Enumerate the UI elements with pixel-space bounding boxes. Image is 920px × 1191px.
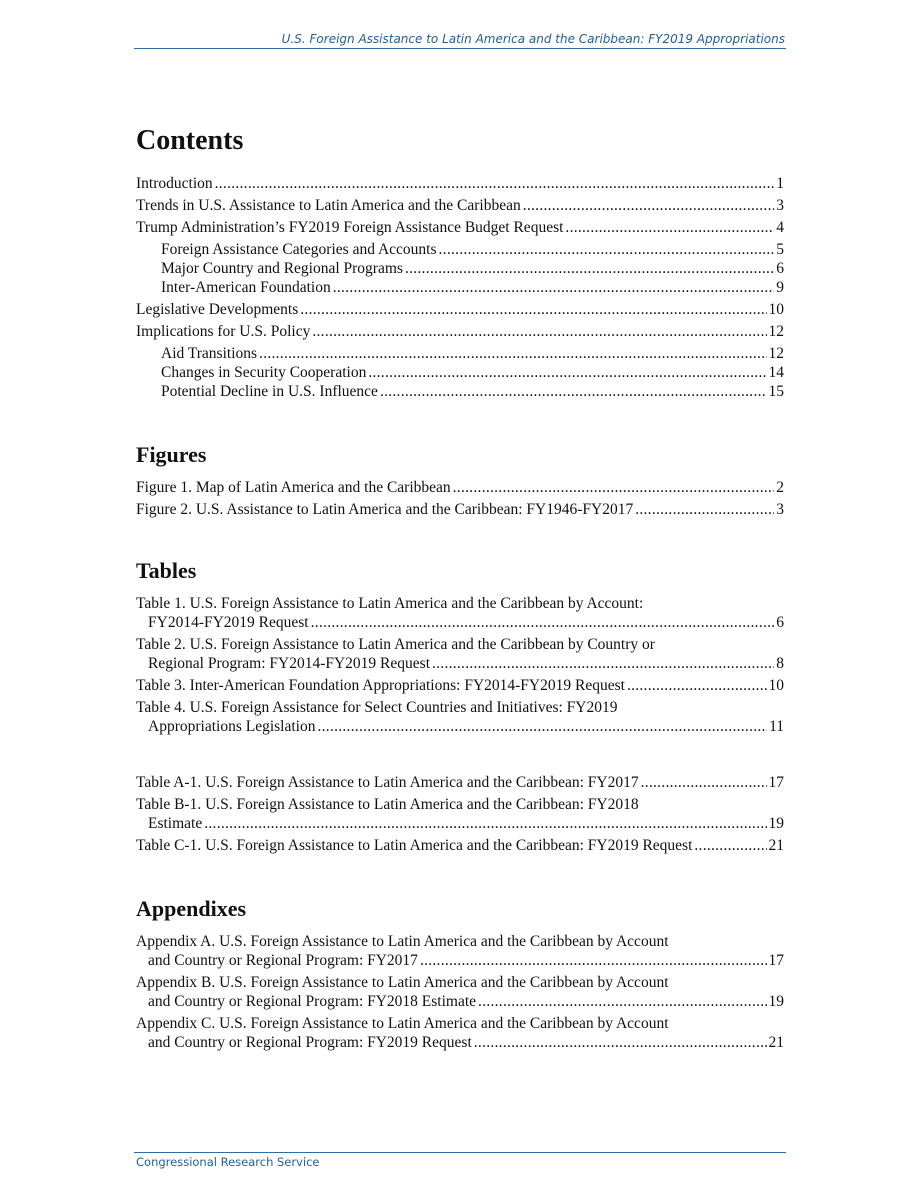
- table-entry[interactable]: [136, 795, 784, 833]
- toc-entry-text: Trends in U.S. Assistance to Latin America and the Caribbean: [136, 197, 521, 214]
- appendix-entry-line1: Appendix B. U.S. Foreign Assistance to Latin America and the Caribbean by Account: [136, 974, 669, 991]
- toc-entry-text: Major Country and Regional Programs: [161, 260, 403, 277]
- table-entry-page: 6: [776, 614, 784, 631]
- header-title: U.S. Foreign Assistance to Latin America and the Caribbean: FY2019 Appropriations: [281, 32, 785, 46]
- leader-dots: [565, 218, 774, 237]
- leader-dots: [300, 300, 766, 319]
- figure-entry-page: 2: [776, 479, 784, 496]
- footer-rule: [134, 1152, 786, 1153]
- toc-subentry[interactable]: [136, 363, 784, 382]
- running-header: [134, 32, 786, 49]
- figure-entry-text: Figure 2. U.S. Assistance to Latin America and the Caribbean: FY1946-FY2017: [136, 501, 634, 518]
- table-entry[interactable]: [136, 635, 784, 673]
- leader-dots: [478, 992, 766, 1011]
- toc-entry-page: 9: [776, 279, 784, 296]
- toc-entry-page: 1: [776, 175, 784, 192]
- table-entry-text: Table C-1. U.S. Foreign Assistance to Latin America and the Caribbean: FY2019 Request: [136, 837, 693, 854]
- appendix-entry-page: 17: [768, 952, 784, 969]
- toc-entry[interactable]: [136, 196, 784, 215]
- toc-entry-text: Inter-American Foundation: [161, 279, 331, 296]
- table-entry-text: Regional Program: FY2014-FY2019 Request: [148, 655, 430, 672]
- table-entry-text: Table A-1. U.S. Foreign Assistance to Latin America and the Caribbean: FY2017: [136, 774, 639, 791]
- figure-entry[interactable]: [136, 500, 784, 519]
- toc-entry-text: Potential Decline in U.S. Influence: [161, 383, 378, 400]
- toc-entry-text: Legislative Developments: [136, 301, 299, 318]
- appendixes-list: [136, 932, 784, 1052]
- leader-dots: [312, 322, 766, 341]
- toc-subentry[interactable]: [136, 278, 784, 297]
- table-entry-text: Table 3. Inter-American Foundation Appropriations: FY2014-FY2019 Request: [136, 677, 625, 694]
- table-entry-page: 19: [768, 815, 784, 832]
- table-entry-page: 11: [769, 718, 784, 735]
- tables-list: [136, 594, 784, 855]
- toc-subentry[interactable]: [136, 344, 784, 363]
- table-entry[interactable]: [136, 836, 784, 855]
- appendix-entry-page: 19: [768, 993, 784, 1010]
- table-entry-page: 10: [768, 677, 784, 694]
- toc-entry-page: 3: [776, 197, 784, 214]
- toc-entry[interactable]: [136, 218, 784, 237]
- table-entry[interactable]: [136, 698, 784, 736]
- leader-dots: [333, 278, 775, 297]
- leader-dots: [453, 478, 775, 497]
- leader-dots: [694, 836, 766, 855]
- table-entry-line1: Table 2. U.S. Foreign Assistance to Latin America and the Caribbean by Country or: [136, 636, 655, 653]
- leader-dots: [641, 773, 767, 792]
- toc-entry-page: 5: [776, 241, 784, 258]
- appendix-entry-text: and Country or Regional Program: FY2018 Estimate: [148, 993, 477, 1010]
- toc-entry-text: Changes in Security Cooperation: [161, 364, 367, 381]
- appendix-entry-line1: Appendix C. U.S. Foreign Assistance to Latin America and the Caribbean by Account: [136, 1015, 669, 1032]
- leader-dots: [420, 951, 767, 970]
- table-entry-text: FY2014-FY2019 Request: [148, 614, 309, 631]
- toc-entry[interactable]: [136, 322, 784, 341]
- footer-text: Congressional Research Service: [136, 1155, 320, 1169]
- leader-dots: [311, 613, 775, 632]
- toc-entry-page: 10: [768, 301, 784, 318]
- leader-dots: [439, 240, 775, 259]
- table-entry-line1: Table 1. U.S. Foreign Assistance to Latin America and the Caribbean by Account:: [136, 595, 644, 612]
- toc-entry-page: 12: [768, 323, 784, 340]
- table-entry-line1: Table 4. U.S. Foreign Assistance for Select Countries and Initiatives: FY2019: [136, 699, 618, 716]
- leader-dots: [635, 500, 774, 519]
- toc-entry[interactable]: [136, 174, 784, 193]
- table-entry-text: Appropriations Legislation: [148, 718, 316, 735]
- leader-dots: [215, 174, 775, 193]
- appendix-entry[interactable]: [136, 973, 784, 1011]
- table-entry-text: Estimate: [148, 815, 203, 832]
- figure-entry[interactable]: [136, 478, 784, 497]
- appendixes-heading: Appendixes: [136, 896, 247, 921]
- toc-subentry[interactable]: [136, 240, 784, 259]
- table-entry[interactable]: [136, 676, 784, 695]
- table-entry-page: 8: [776, 655, 784, 672]
- toc-entry-page: 14: [768, 364, 784, 381]
- leader-dots: [204, 814, 766, 833]
- toc-entry-page: 12: [768, 345, 784, 362]
- figure-entry-text: Figure 1. Map of Latin America and the Caribbean: [136, 479, 451, 496]
- toc-subentry[interactable]: [136, 382, 784, 401]
- toc-entry-text: Trump Administration’s FY2019 Foreign Assistance Budget Request: [136, 219, 564, 236]
- leader-dots: [368, 363, 766, 382]
- toc-entry-page: 4: [776, 219, 784, 236]
- leader-dots: [474, 1033, 767, 1052]
- appendix-entry-text: and Country or Regional Program: FY2017: [148, 952, 418, 969]
- contents-heading: Contents: [136, 125, 244, 156]
- leader-dots: [259, 344, 766, 363]
- toc-entry-page: 6: [776, 260, 784, 277]
- leader-dots: [380, 382, 767, 401]
- leader-dots: [523, 196, 775, 215]
- toc-entry-text: Implications for U.S. Policy: [136, 323, 311, 340]
- table-entry-line1: Table B-1. U.S. Foreign Assistance to Latin America and the Caribbean: FY2018: [136, 796, 639, 813]
- appendix-entry-line1: Appendix A. U.S. Foreign Assistance to Latin America and the Caribbean by Account: [136, 933, 669, 950]
- toc-subentry[interactable]: [136, 259, 784, 278]
- leader-dots: [432, 654, 774, 673]
- figures-list: [136, 478, 784, 519]
- tables-heading: Tables: [136, 558, 197, 583]
- figure-entry-page: 3: [776, 501, 784, 518]
- toc-entry[interactable]: [136, 300, 784, 319]
- toc-entry-page: 15: [768, 383, 784, 400]
- table-entry-page: 17: [768, 774, 784, 791]
- appendix-entry-text: and Country or Regional Program: FY2019 Request: [148, 1034, 472, 1051]
- table-entry[interactable]: [136, 594, 784, 632]
- leader-dots: [627, 676, 767, 695]
- appendix-entry[interactable]: [136, 932, 784, 970]
- leader-dots: [405, 259, 774, 278]
- table-entry-page: 21: [768, 837, 784, 854]
- contents-list: [136, 174, 784, 401]
- appendix-entry[interactable]: [136, 1014, 784, 1052]
- toc-entry-text: Introduction: [136, 175, 213, 192]
- leader-dots: [317, 717, 767, 736]
- appendix-entry-page: 21: [768, 1034, 784, 1051]
- toc-entry-text: Aid Transitions: [161, 345, 258, 362]
- toc-entry-text: Foreign Assistance Categories and Accounts: [161, 241, 437, 258]
- figures-heading: Figures: [136, 442, 207, 467]
- table-entry[interactable]: [136, 773, 784, 792]
